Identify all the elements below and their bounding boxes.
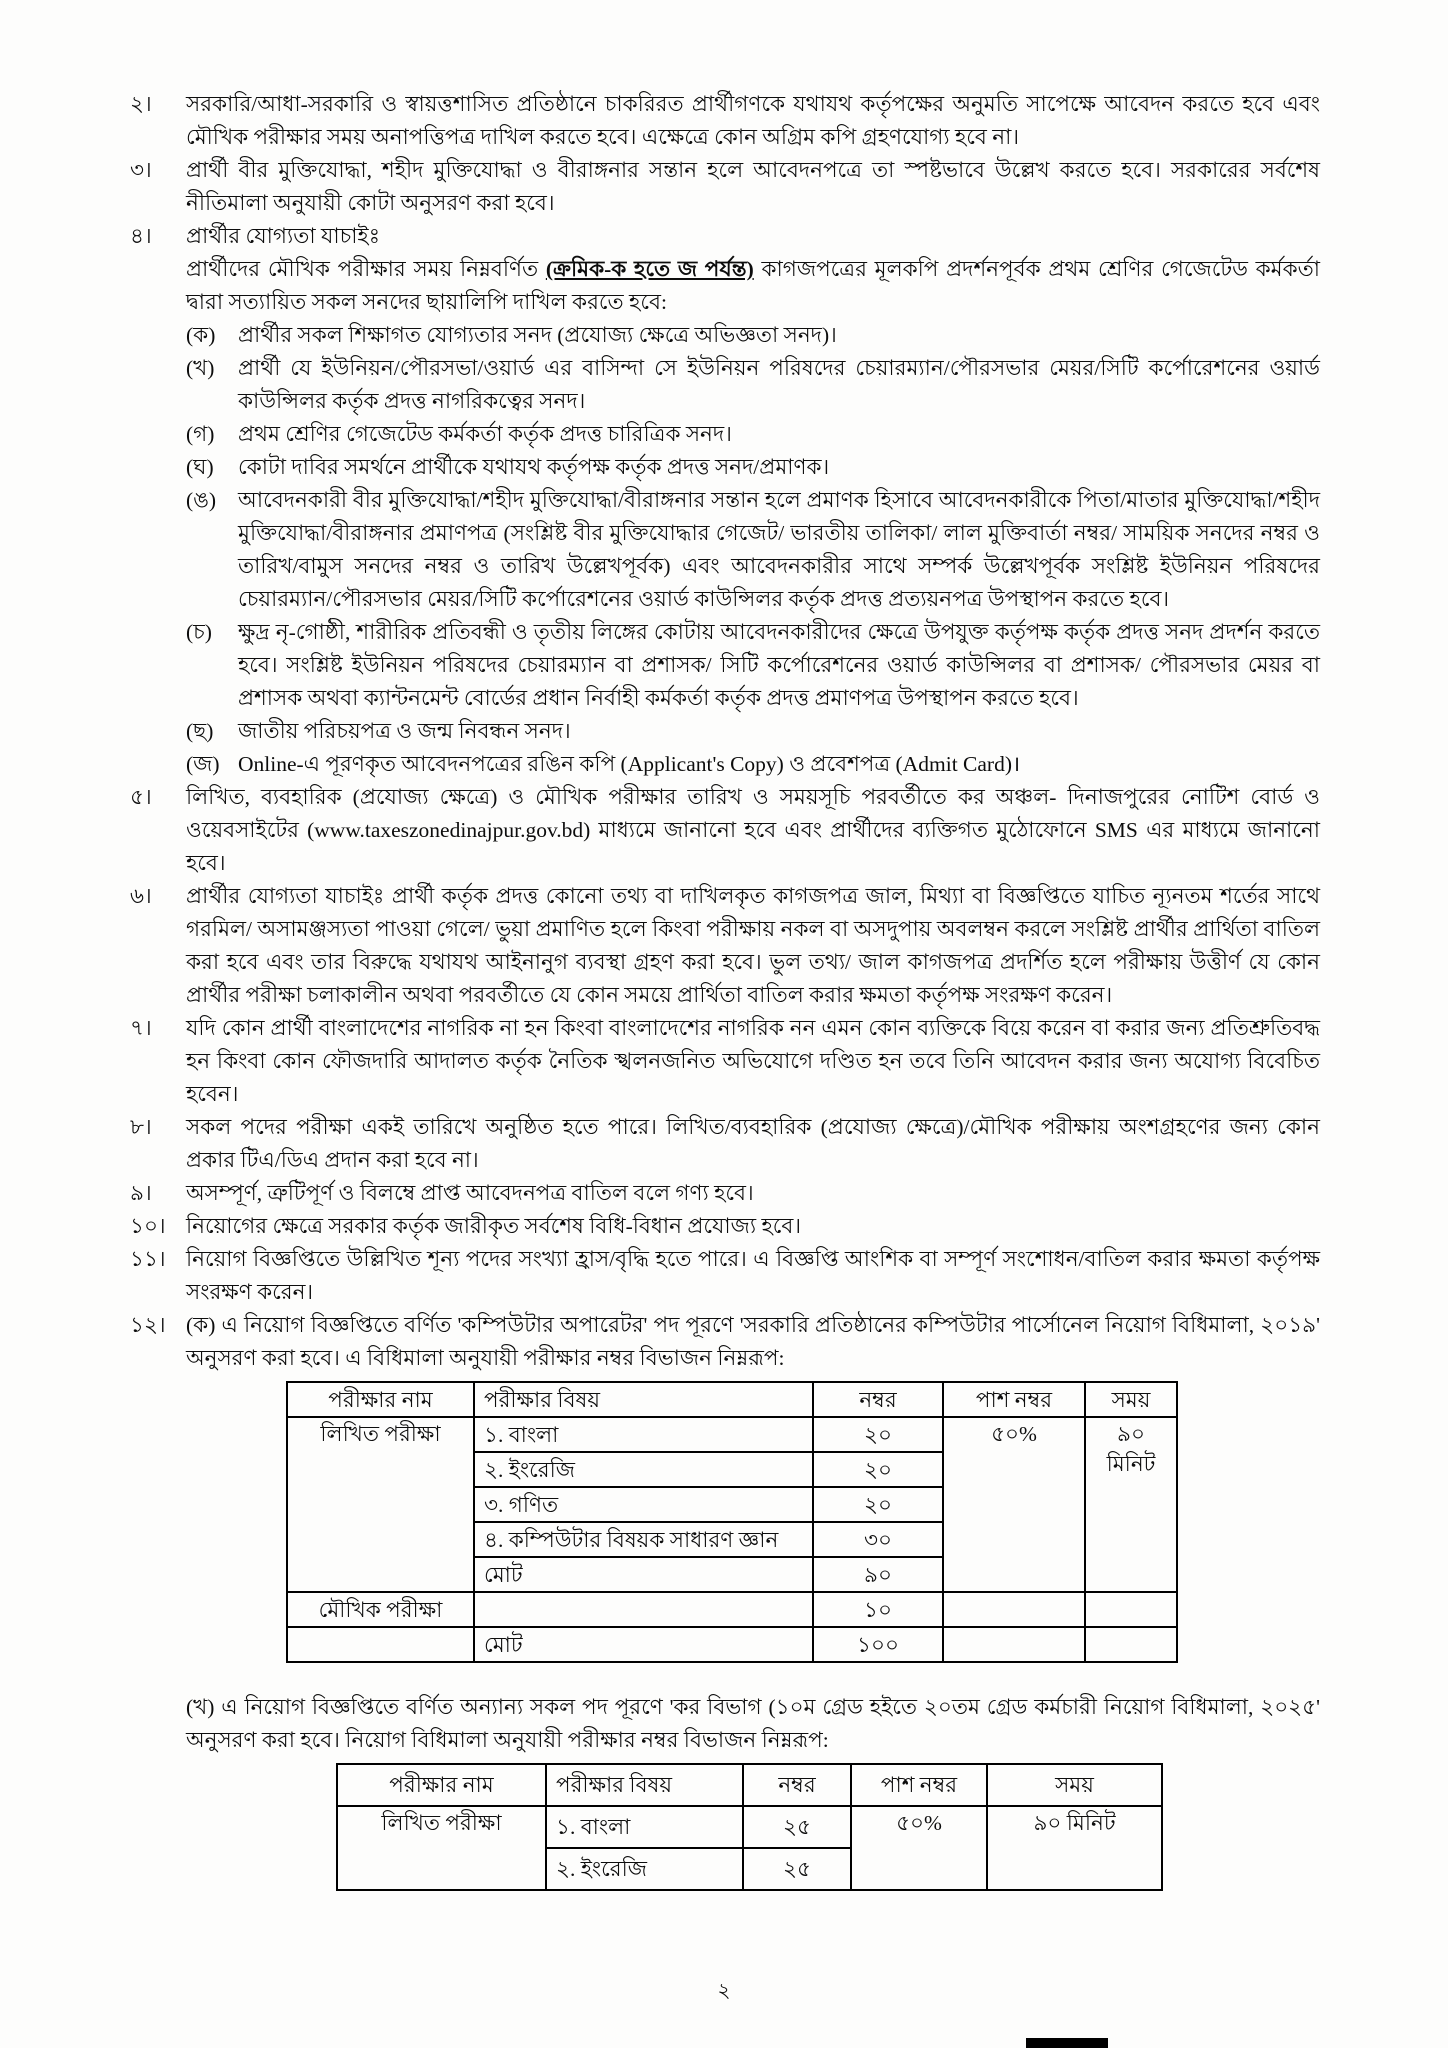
cell-marks: ২০ (813, 1452, 943, 1487)
cell-time-empty (1085, 1627, 1177, 1662)
subitem-text: প্রার্থী যে ইউনিয়ন/পৌরসভা/ওয়ার্ড এর বাসিন্দা সে ইউনিয়ন পরিষদের চেয়ারম্যান/পৌরসভার মেয়র/সিটি কর্পোরেশনের ওয়ার্ড কাউন্সিলর কর্তৃক প্রদত্ত নাগরিকত্বের সনদ। (238, 356, 1320, 413)
cell-time: ৯০ মিনিট (987, 1806, 1162, 1890)
column-header-marks: নম্বর (813, 1382, 943, 1417)
rule-item-12 (130, 1309, 1320, 1897)
rule-text: অসম্পূর্ণ, ত্রুটিপূর্ণ ও বিলম্বে প্রাপ্ত আবেদনপত্র বাতিল বলে গণ্য হবে। (186, 1181, 754, 1205)
redaction-black-box (1026, 2038, 1108, 2048)
subitem-label: (জ) (186, 752, 220, 776)
table-row-oral (287, 1592, 1177, 1627)
subitem-text: Online-এ পূরণকৃত আবেদনপত্রের রঙিন কপি (Applicant's Copy) ও প্রবেশপত্র (Admit Card)। (238, 752, 1021, 776)
cell-time: ৯০ মিনিট (1085, 1417, 1177, 1592)
cell-subject-empty (474, 1592, 813, 1627)
rule-item-3 (130, 154, 1320, 220)
cell-total-label: মোট (474, 1627, 813, 1662)
subitem-label: (ক) (186, 323, 216, 347)
rule-item-2 (130, 88, 1320, 154)
rule-4-heading: প্রার্থীর যোগ্যতা যাচাইঃ (186, 224, 381, 248)
table-header-row (337, 1764, 1162, 1806)
subitem-label: (ঙ) (186, 488, 217, 512)
page-number: ২ (717, 1980, 731, 2002)
rule-number: ৬। (130, 884, 152, 908)
subitem-label: (গ) (186, 422, 215, 446)
rule-number: ৯। (130, 1181, 152, 1205)
column-header-time: সময় (987, 1764, 1162, 1806)
subitem-ja (186, 748, 1320, 781)
subitem-chha (186, 715, 1320, 748)
cell-marks: ২০ (813, 1417, 943, 1452)
column-header-exam-name: পরীক্ষার নাম (337, 1764, 546, 1806)
rule-text: সরকারি/আধা-সরকারি ও স্বায়ত্তশাসিত প্রতিষ্ঠানে চাকরিরত প্রার্থীগণকে যথাযথ কর্তৃপক্ষের অনুমতি সাপেক্ষে আবেদন করতে হবে এবং মৌখিক পরীক্ষার সময় অনাপত্তিপত্র দাখিল করতে হবে। এক্ষেত্রে কোন অগ্রিম কপি গ্রহণযোগ্য হবে না। (186, 92, 1320, 149)
cell-subject: ২. ইংরেজি (546, 1848, 743, 1890)
cell-subject: ৩. গণিত (474, 1487, 813, 1522)
cell-pass-empty (943, 1627, 1085, 1662)
cell-exam-name-oral: মৌখিক পরীক্ষা (287, 1592, 474, 1627)
notice-body (130, 88, 1320, 1897)
subitem-text: জাতীয় পরিচয়পত্র ও জন্ম নিবন্ধন সনদ। (238, 719, 571, 743)
rule-number: ১০। (130, 1214, 166, 1238)
rule-text: নিয়োগ বিজ্ঞপ্তিতে উল্লিখিত শূন্য পদের সংখ্যা হ্রাস/বৃদ্ধি হতে পারে। এ বিজ্ঞপ্তি আংশিক বা সম্পূর্ণ সংশোধন/বাতিল করার ক্ষমতা কর্তৃপক্ষ সংরক্ষণ করেন। (186, 1247, 1320, 1304)
rule-text: লিখিত, ব্যবহারিক (প্রযোজ্য ক্ষেত্রে) ও মৌখিক পরীক্ষার তারিখ ও সময়সূচি পরবর্তীতে কর অঞ্চল- দিনাজপুরের নোটিশ বোর্ড ও ওয়েবসাইটের (www.taxeszonedinajpur.gov.bd) মাধ্যমে জানানো হবে এবং প্রার্থীদের ব্যক্তিগত মুঠোফোনে SMS এর মাধ্যমে জানানো হবে। (186, 785, 1320, 875)
rule-item-7 (130, 1012, 1320, 1111)
rule-number: ৫। (130, 785, 152, 809)
subitem-label: (ছ) (186, 719, 214, 743)
cell-total-marks: ১০০ (813, 1627, 943, 1662)
subitem-label: (খ) (186, 356, 215, 380)
exam-marks-table-computer-operator (286, 1381, 1178, 1663)
column-header-pass-marks: পাশ নম্বর (943, 1382, 1085, 1417)
cell-exam-name-written: লিখিত পরীক্ষা (287, 1417, 474, 1592)
cell-subject: ১. বাংলা (546, 1806, 743, 1848)
table-row (337, 1806, 1162, 1848)
rule-12-para-a: (ক) এ নিয়োগ বিজ্ঞপ্তিতে বর্ণিত 'কম্পিউটার অপারেটর' পদ পূরণে 'সরকারি প্রতিষ্ঠানের কম্পিউটার পার্সোনেল নিয়োগ বিধিমালা, ২০১৯' অনুসরণ করা হবে। এ বিধিমালা অনুযায়ী পরীক্ষার নম্বর বিভাজন নিম্নরূপ: (186, 1313, 1320, 1370)
rule-number: ১২। (130, 1313, 166, 1337)
subitem-text: প্রার্থীর সকল শিক্ষাগত যোগ্যতার সনদ (প্রযোজ্য ক্ষেত্রে অভিজ্ঞতা সনদ)। (238, 323, 837, 347)
subitem-ka (186, 319, 1320, 352)
subitem-kha (186, 352, 1320, 418)
column-header-exam-name: পরীক্ষার নাম (287, 1382, 474, 1417)
cell-time-empty (1085, 1592, 1177, 1627)
column-header-marks: নম্বর (743, 1764, 851, 1806)
subitem-gha (186, 451, 1320, 484)
column-header-subject: পরীক্ষার বিষয় (546, 1764, 743, 1806)
column-header-time: সময় (1085, 1382, 1177, 1417)
rule-item-9 (130, 1177, 1320, 1210)
subitem-ga (186, 418, 1320, 451)
subitem-text: প্রথম শ্রেণির গেজেটেড কর্মকর্তা কর্তৃক প্রদত্ত চারিত্রিক সনদ। (238, 422, 732, 446)
intro-before: প্রার্থীদের মৌখিক পরীক্ষার সময় নিম্নবর্ণিত (186, 257, 546, 281)
rule-number: ১১। (130, 1247, 166, 1271)
cell-exam-name-written: লিখিত পরীক্ষা (337, 1806, 546, 1890)
subitem-label: (ঘ) (186, 455, 214, 479)
cell-pass-marks: ৫০% (851, 1806, 987, 1890)
rule-item-5 (130, 781, 1320, 880)
column-header-pass-marks: পাশ নম্বর (851, 1764, 987, 1806)
rule-number: ২। (130, 92, 152, 116)
subitem-label: (চ) (186, 620, 212, 644)
rule-number: ৮। (130, 1115, 152, 1139)
table-row (287, 1417, 1177, 1452)
cell-marks-subtotal: ৯০ (813, 1557, 943, 1592)
rule-text: যদি কোন প্রার্থী বাংলাদেশের নাগরিক না হন কিংবা বাংলাদেশের নাগরিক নন এমন কোন ব্যক্তিকে বিয়ে করেন বা করার জন্য প্রতিশ্রুতিবদ্ধ হন কিংবা কোন ফৌজদারি আদালত কর্তৃক নৈতিক স্খলনজনিত অভিযোগে দণ্ডিত হন তবে তিনি আবেদন করার জন্য অযোগ্য বিবেচিত হবেন। (186, 1016, 1320, 1106)
subitem-cha (186, 616, 1320, 715)
rule-number: ৪। (130, 224, 152, 248)
cell-subject: ১. বাংলা (474, 1417, 813, 1452)
cell-marks: ১০ (813, 1592, 943, 1627)
subitem-text: কোটা দাবির সমর্থনে প্রার্থীকে যথাযথ কর্তৃপক্ষ কর্তৃক প্রদত্ত সনদ/প্রমাণক। (238, 455, 830, 479)
cell-marks: ৩০ (813, 1522, 943, 1557)
cell-subject: ৪. কম্পিউটার বিষয়ক সাধারণ জ্ঞান (474, 1522, 813, 1557)
rule-item-10 (130, 1210, 1320, 1243)
subitem-uma (186, 484, 1320, 616)
table-header-row (287, 1382, 1177, 1417)
rule-item-4 (130, 220, 1320, 781)
rule-text: প্রার্থী বীর মুক্তিযোদ্ধা, শহীদ মুক্তিযোদ্ধা ও বীরাঙ্গনার সন্তান হলে আবেদনপত্রে তা স্পষ্টভাবে উল্লেখ করতে হবে। সরকারের সর্বশেষ নীতিমালা অনুযায়ী কোটা অনুসরণ করা হবে। (186, 158, 1320, 215)
column-header-subject: পরীক্ষার বিষয় (474, 1382, 813, 1417)
intro-after: কাগজপত্রের মূলকপি প্রদর্শনপূর্বক প্রথম শ্রেণির গেজেটেড কর্মকর্তা দ্বারা সত্যায়িত সকল সনদের ছায়ালিপি দাখিল করতে হবে: (186, 257, 1321, 314)
cell-marks: ২৫ (743, 1848, 851, 1890)
rule-number: ৩। (130, 158, 152, 182)
intro-emphasized-range: (ক্রমিক-ক হতে জ পর্যন্ত) (545, 257, 754, 281)
cell-marks: ২৫ (743, 1806, 851, 1848)
subitem-text: ক্ষুদ্র নৃ-গোষ্ঠী, শারীরিক প্রতিবন্ধী ও তৃতীয় লিঙ্গের কোটায় আবেদনকারীদের ক্ষেত্রে উপযুক্ত কর্তৃপক্ষ কর্তৃক প্রদত্ত সনদ প্রদর্শন করতে হবে। সংশ্লিষ্ট ইউনিয়ন পরিষদের চেয়ারম্যান বা প্রশাসক/ সিটি কর্পোরেশনের ওয়ার্ড কাউন্সিলর বা প্রশাসক/ পৌরসভার মেয়র বা প্রশাসক অথবা ক্যান্টনমেন্ট বোর্ডের প্রধান নির্বাহী কর্মকর্তা কর্তৃক প্রদত্ত প্রমাণপত্র উপস্থাপন করতে হবে। (238, 620, 1320, 710)
cell-pass-empty (943, 1592, 1085, 1627)
cell-pass-marks: ৫০% (943, 1417, 1085, 1592)
table-row-total (287, 1627, 1177, 1662)
rule-item-8 (130, 1111, 1320, 1177)
rule-text: প্রার্থীর যোগ্যতা যাচাইঃ প্রার্থী কর্তৃক প্রদত্ত কোনো তথ্য বা দাখিলকৃত কাগজপত্র জাল, মিথ্যা বা বিজ্ঞপ্তিতে যাচিত ন্যূনতম শর্তের সাথে গরমিল/ অসামঞ্জস্যতা পাওয়া গেলে/ ভুয়া প্রমাণিত হলে কিংবা পরীক্ষায় নকল বা অসদুপায় অবলম্বন করলে সংশ্লিষ্ট প্রার্থীর প্রার্থিতা বাতিল করা হবে এবং তার বিরুদ্ধে যথাযথ আইনানুগ ব্যবস্থা গ্রহণ করা হবে। ভুল তথ্য/ জাল কাগজপত্র প্রদর্শিত হলে পরীক্ষায় উত্তীর্ণ যে কোন প্রার্থীর পরীক্ষা চলাকালীন অথবা পরবর্তীতে যে কোন সময়ে প্রার্থিতা বাতিল করার ক্ষমতা কর্তৃপক্ষ সংরক্ষণ করেন। (186, 884, 1320, 1007)
cell-exam-name-empty (287, 1627, 474, 1662)
subitem-text: আবেদনকারী বীর মুক্তিযোদ্ধা/শহীদ মুক্তিযোদ্ধা/বীরাঙ্গনার সন্তান হলে প্রমাণক হিসাবে আবেদনকারীকে পিতা/মাতার মুক্তিযোদ্ধা/শহীদ মুক্তিযোদ্ধা/বীরাঙ্গনার প্রমাণপত্র (সংশ্লিষ্ট বীর মুক্তিযোদ্ধার গেজেট/ ভারতীয় তালিকা/ লাল মুক্তিবার্তা নম্বর/ সাময়িক সনদের নম্বর ও তারিখ/বামুস সনদের নম্বর ও তারিখ উল্লেখপূর্বক) এবং আবেদনকারীর সাথে সম্পর্ক উল্লেখপূর্বক সংশ্লিষ্ট ইউনিয়ন পরিষদের চেয়ারম্যান/পৌরসভার মেয়র/সিটি কর্পোরেশনের ওয়ার্ড কাউন্সিলর কর্তৃক প্রদত্ত প্রত্যয়নপত্র উপস্থাপন করতে হবে। (238, 488, 1320, 611)
rule-number: ৭। (130, 1016, 152, 1040)
cell-subject: ২. ইংরেজি (474, 1452, 813, 1487)
exam-marks-table-other-posts (336, 1763, 1163, 1891)
rule-text: সকল পদের পরীক্ষা একই তারিখে অনুষ্ঠিত হতে পারে। লিখিত/ব্যবহারিক (প্রযোজ্য ক্ষেত্রে)/মৌখিক পরীক্ষায় অংশগ্রহণের জন্য কোন প্রকার টিএ/ডিএ প্রদান করা হবে না। (186, 1115, 1320, 1172)
rule-4-intro (186, 253, 1320, 319)
rule-item-11 (130, 1243, 1320, 1309)
cell-marks: ২০ (813, 1487, 943, 1522)
cell-subject-subtotal: মোট (474, 1557, 813, 1592)
rule-text: নিয়োগের ক্ষেত্রে সরকার কর্তৃক জারীকৃত সর্বশেষ বিধি-বিধান প্রযোজ্য হবে। (186, 1214, 802, 1238)
rule-12-para-b: (খ) এ নিয়োগ বিজ্ঞপ্তিতে বর্ণিত অন্যান্য সকল পদ পূরণে 'কর বিভাগ (১০ম গ্রেড হইতে ২০তম গ্রেড কর্মচারী নিয়োগ বিধিমালা, ২০২৫' অনুসরণ করা হবে। নিয়োগ বিধিমালা অনুযায়ী পরীক্ষার নম্বর বিভাজন নিম্নরূপ: (186, 1695, 1320, 1752)
rule-item-6 (130, 880, 1320, 1012)
